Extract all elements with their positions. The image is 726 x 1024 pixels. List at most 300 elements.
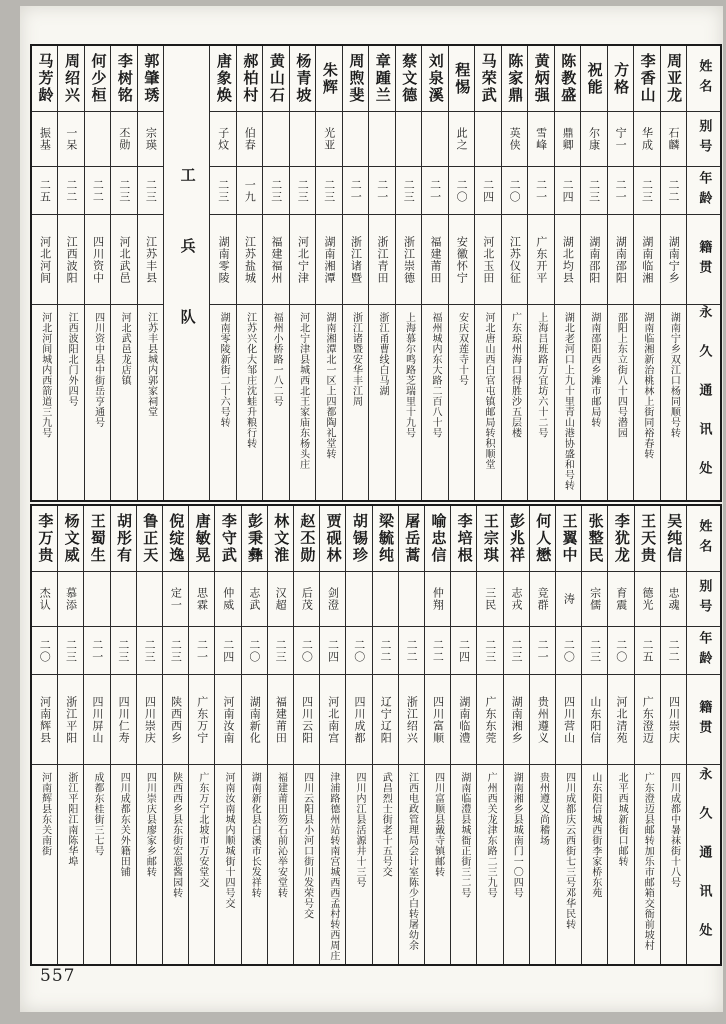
person-age-cell — [294, 627, 319, 675]
person-name-cell — [111, 46, 136, 112]
person-alias-cell — [242, 572, 267, 627]
person-address-cell — [399, 765, 424, 964]
person-age-cell — [661, 627, 686, 675]
person-address: 广州西关龙津东路二三九号 — [485, 772, 497, 898]
person-alias-cell — [343, 112, 368, 167]
person-alias: 仲威 — [221, 587, 235, 611]
person-address-cell — [58, 305, 83, 500]
person-age: 二一 — [90, 638, 104, 663]
person-age-cell — [237, 167, 262, 215]
person-column — [634, 506, 660, 964]
person-name: 彭兆祥 — [508, 513, 527, 564]
person-origin: 浙江崇德 — [402, 235, 416, 284]
person-address-cell — [320, 765, 345, 964]
person-name: 蔡文德 — [400, 53, 419, 104]
person-origin-cell — [263, 215, 288, 305]
person-age-cell — [242, 627, 267, 675]
person-address: 津浦路德州站转南宫城西西孟村转西周庄 — [327, 772, 339, 961]
person-name-cell — [290, 46, 315, 112]
person-name-cell — [502, 46, 527, 112]
person-age-cell — [475, 167, 500, 215]
person-column — [137, 46, 163, 500]
person-name: 喻忠信 — [429, 513, 448, 564]
person-alias: 宁一 — [614, 127, 628, 151]
person-origin-cell — [32, 215, 57, 305]
person-origin: 湖南邵阳 — [614, 235, 628, 284]
person-origin-cell — [346, 675, 371, 765]
person-name-cell — [294, 506, 319, 572]
person-alias-cell — [111, 112, 136, 167]
person-origin-cell — [138, 215, 163, 305]
person-name-cell — [451, 506, 476, 572]
person-address: 福州小桥路一八二号 — [271, 312, 283, 407]
person-address-cell — [290, 305, 315, 500]
person-age: 二三 — [483, 638, 497, 663]
page-number: 557 — [40, 966, 76, 986]
person-age-cell — [635, 627, 660, 675]
person-age: 二三 — [269, 178, 283, 203]
person-origin-cell — [635, 675, 660, 765]
person-alias: 尔康 — [587, 127, 601, 151]
person-age-cell — [58, 167, 83, 215]
unit-divider-label: 工兵队 — [178, 166, 197, 380]
person-address: 河北唐山西白官屯镇邮局转积顺堂 — [482, 312, 494, 470]
person-origin: 湖南临湘 — [640, 235, 654, 284]
person-name-cell — [504, 506, 529, 572]
person-age: 二二 — [431, 638, 445, 663]
person-age: 二四 — [326, 638, 340, 663]
person-age: 二四 — [561, 178, 575, 203]
person-address: 浙江甬曹线白马湖 — [377, 312, 389, 396]
person-alias-cell — [263, 112, 288, 167]
person-age-cell — [449, 167, 474, 215]
person-name-cell — [215, 506, 240, 572]
person-name-cell — [189, 506, 214, 572]
person-address: 河北河间城内西箭道三九号 — [39, 312, 51, 438]
person-name-cell — [58, 46, 83, 112]
person-name-cell — [346, 506, 371, 572]
person-column — [345, 506, 371, 964]
person-address: 山东阳信城西街李家桥东苑 — [589, 772, 601, 898]
person-alias-cell — [320, 572, 345, 627]
person-address: 湖南临澧县城衙正街三二号 — [458, 772, 470, 898]
person-alias: 德光 — [640, 587, 654, 611]
person-name-cell — [635, 506, 660, 572]
person-address-cell — [85, 305, 110, 500]
person-origin-cell — [215, 675, 240, 765]
person-name: 倪绽逸 — [167, 513, 186, 564]
person-origin: 福建福州 — [270, 235, 284, 284]
person-address-cell — [137, 765, 162, 964]
person-age-cell — [582, 627, 607, 675]
person-age-cell — [422, 167, 447, 215]
person-name: 林文淮 — [272, 513, 291, 564]
person-age: 二一 — [195, 638, 209, 663]
person-alias: 忠魂 — [667, 587, 681, 611]
person-name: 李树铭 — [115, 53, 134, 104]
person-origin-cell — [582, 675, 607, 765]
person-origin: 河北宁津 — [296, 235, 310, 284]
person-age-cell — [32, 627, 57, 675]
header-alias-cell — [687, 112, 720, 167]
person-address-cell — [268, 765, 293, 964]
person-name-cell — [237, 46, 262, 112]
person-alias-cell — [111, 572, 136, 627]
person-age-cell — [425, 627, 450, 675]
person-address-cell — [504, 765, 529, 964]
person-alias: 一呆 — [64, 127, 78, 151]
person-origin: 河北武邑 — [118, 235, 132, 284]
person-column — [607, 506, 633, 964]
person-column — [293, 506, 319, 964]
person-age-cell — [263, 167, 288, 215]
person-name-cell — [661, 506, 686, 572]
person-origin-cell — [556, 675, 581, 765]
person-age: 二三 — [296, 178, 310, 203]
person-age: 二三 — [144, 178, 158, 203]
person-address-cell — [58, 765, 83, 964]
person-address: 北平西城新街口邮转 — [616, 772, 628, 867]
person-column — [527, 46, 553, 500]
person-age-cell — [215, 627, 240, 675]
person-age: 二〇 — [300, 638, 314, 663]
person-alias-cell — [85, 112, 110, 167]
header-label-address: 永久通讯处 — [696, 767, 712, 962]
person-address: 广东琼州海口得胜沙五层楼 — [509, 312, 521, 438]
person-column — [372, 506, 398, 964]
person-origin-cell — [555, 215, 580, 305]
person-column — [289, 46, 315, 500]
person-origin-cell — [451, 675, 476, 765]
person-name: 何人懋 — [534, 513, 553, 564]
person-alias-cell — [32, 112, 57, 167]
person-address: 上海吕班路万宜坊六十二号 — [535, 312, 547, 438]
person-age: 二〇 — [38, 638, 52, 663]
person-age: 二三 — [322, 178, 336, 203]
person-address-cell — [475, 305, 500, 500]
person-address: 成都东桂街三七号 — [92, 772, 104, 856]
header-name-cell — [687, 506, 720, 572]
person-address-cell — [608, 765, 633, 964]
person-column — [32, 506, 57, 964]
person-age-cell — [581, 167, 606, 215]
person-name: 李犹龙 — [612, 513, 631, 564]
person-name-cell — [608, 46, 633, 112]
person-origin: 广东万宁 — [195, 695, 209, 744]
person-origin: 江苏丰县 — [144, 235, 158, 284]
person-column — [395, 46, 421, 500]
unit-divider-column — [163, 46, 209, 500]
person-column — [503, 506, 529, 964]
person-column — [262, 46, 288, 500]
person-address: 上海慕尔鸣路芝瑞里十九号 — [403, 312, 415, 438]
person-address-cell — [425, 765, 450, 964]
person-address-cell — [582, 765, 607, 964]
person-name: 陈教盛 — [559, 53, 578, 104]
person-alias-cell — [555, 112, 580, 167]
person-alias-cell — [84, 572, 109, 627]
person-origin: 湖南新化 — [248, 695, 262, 744]
person-address: 浙江平阳江南陈华埠 — [65, 772, 77, 867]
person-alias: 志戎 — [509, 587, 523, 611]
person-origin: 湖南湘乡 — [510, 695, 524, 744]
person-alias-cell — [451, 572, 476, 627]
person-address: 四川成都东关外籍田铺 — [118, 772, 130, 877]
person-alias-cell — [634, 112, 659, 167]
person-column — [660, 46, 686, 500]
person-age-cell — [189, 627, 214, 675]
person-name-cell — [425, 506, 450, 572]
person-alias: 光亚 — [322, 127, 336, 151]
person-address-cell — [346, 765, 371, 964]
person-address: 湖南临湘新治桃林上街同裕春转 — [641, 312, 653, 459]
person-address: 广东万宁北坡市万安堂交 — [196, 772, 208, 888]
person-address: 四川成都中暑袜街十八号 — [668, 772, 680, 888]
person-alias: 华成 — [640, 127, 654, 151]
person-name: 李守武 — [219, 513, 238, 564]
person-name: 周亚龙 — [665, 53, 684, 104]
person-age: 二三 — [116, 638, 130, 663]
person-age: 二〇 — [247, 638, 261, 663]
person-address-cell — [294, 765, 319, 964]
person-origin-cell — [369, 215, 394, 305]
person-age: 二二 — [405, 638, 419, 663]
person-column — [342, 46, 368, 500]
person-name-cell — [399, 506, 424, 572]
person-origin: 福建莆田 — [274, 695, 288, 744]
person-origin-cell — [237, 215, 262, 305]
person-address: 福州城内东大路二百八十号 — [429, 312, 441, 438]
person-origin: 四川营山 — [562, 695, 576, 744]
person-origin-cell — [84, 675, 109, 765]
person-name-cell — [320, 506, 345, 572]
person-address-cell — [189, 765, 214, 964]
header-label-alias: 别号 — [696, 579, 712, 619]
person-age: 二三 — [169, 638, 183, 663]
person-origin-cell — [661, 675, 686, 765]
person-origin: 福建莆田 — [428, 235, 442, 284]
person-name-cell — [32, 46, 57, 112]
person-age: 一九 — [243, 178, 257, 203]
person-name-cell — [163, 506, 188, 572]
person-name: 赵丕勋 — [298, 513, 317, 564]
person-name-cell — [661, 46, 686, 112]
person-name: 郝柏村 — [241, 53, 260, 104]
person-origin-cell — [294, 675, 319, 765]
person-origin-cell — [399, 675, 424, 765]
person-origin-cell — [111, 675, 136, 765]
person-alias: 宗儒 — [588, 587, 602, 611]
person-origin-cell — [528, 215, 553, 305]
person-origin: 河北玉田 — [481, 235, 495, 284]
person-age-cell — [608, 627, 633, 675]
person-address: 河南辉县东关南街 — [39, 772, 51, 856]
person-age-cell — [530, 627, 555, 675]
person-address-cell — [138, 305, 163, 500]
person-origin-cell — [475, 215, 500, 305]
header-column — [686, 46, 720, 500]
person-alias: 后茂 — [300, 587, 314, 611]
person-address-cell — [163, 765, 188, 964]
person-alias-cell — [137, 572, 162, 627]
person-age-cell — [373, 627, 398, 675]
person-origin-cell — [422, 215, 447, 305]
person-column — [214, 506, 240, 964]
person-age: 二三 — [117, 178, 131, 203]
person-origin: 辽宁辽阳 — [379, 695, 393, 744]
person-column — [319, 506, 345, 964]
header-label-address: 永久通讯处 — [696, 305, 712, 500]
person-origin: 江苏仪征 — [508, 235, 522, 284]
roster-table-top — [30, 44, 722, 502]
person-alias: 仲翔 — [431, 587, 445, 611]
header-name-cell — [687, 46, 720, 112]
person-alias: 竞群 — [536, 587, 550, 611]
person-age: 二五 — [38, 178, 52, 203]
person-name-cell — [343, 46, 368, 112]
person-name: 方格 — [612, 61, 631, 96]
header-label-name: 姓名 — [696, 518, 712, 559]
person-origin: 浙江青田 — [375, 235, 389, 284]
header-column — [686, 506, 720, 964]
person-age-cell — [290, 167, 315, 215]
header-age-cell — [687, 627, 720, 675]
person-origin: 河北河间 — [38, 235, 52, 284]
person-name: 屠岳蒿 — [403, 513, 422, 564]
person-address-cell — [451, 765, 476, 964]
scanned-sheet — [20, 6, 723, 1012]
person-origin: 广东澄迈 — [641, 695, 655, 744]
person-column — [581, 506, 607, 964]
person-address-cell — [343, 305, 368, 500]
person-column — [633, 46, 659, 500]
person-alias-cell — [373, 572, 398, 627]
person-origin-cell — [373, 675, 398, 765]
person-alias: 此之 — [455, 127, 469, 151]
person-origin-cell — [504, 675, 529, 765]
person-age-cell — [477, 627, 502, 675]
person-column — [267, 506, 293, 964]
person-address-cell — [528, 305, 553, 500]
person-age-cell — [399, 627, 424, 675]
person-address: 四川资中县中街岳亨通号 — [92, 312, 104, 428]
person-age-cell — [369, 167, 394, 215]
person-name-cell — [263, 46, 288, 112]
person-column — [57, 46, 83, 500]
person-age-cell — [555, 167, 580, 215]
person-name: 刘泉溪 — [426, 53, 445, 104]
person-name-cell — [316, 46, 341, 112]
person-age: 二三 — [640, 178, 654, 203]
person-address: 湖南宁乡双江口杨同顺号转 — [668, 312, 680, 438]
person-address: 四川云阳县小河口街川发荣号交 — [301, 772, 313, 919]
person-age: 二三 — [64, 638, 78, 663]
person-age: 二五 — [640, 638, 654, 663]
person-age: 二二 — [64, 178, 78, 203]
header-label-alias: 别号 — [696, 119, 712, 159]
person-name: 李培根 — [455, 513, 474, 564]
person-column — [136, 506, 162, 964]
person-age: 二一 — [534, 178, 548, 203]
person-origin: 湖北均县 — [561, 235, 575, 284]
person-age-cell — [138, 167, 163, 215]
person-address-cell — [581, 305, 606, 500]
person-name: 唐象焕 — [214, 53, 233, 104]
person-age-cell — [451, 627, 476, 675]
person-age: 二四 — [221, 638, 235, 663]
person-origin: 湖南零陵 — [217, 235, 231, 284]
person-alias-cell — [661, 112, 686, 167]
person-name: 马芳龄 — [36, 53, 55, 104]
person-origin-cell — [268, 675, 293, 765]
person-age-cell — [316, 167, 341, 215]
person-origin-cell — [290, 215, 315, 305]
person-alias-cell — [608, 112, 633, 167]
person-address: 湖南湘乡县城南门一〇四号 — [511, 772, 523, 898]
person-alias: 志武 — [247, 587, 261, 611]
person-address-cell — [32, 765, 57, 964]
person-age-cell — [58, 627, 83, 675]
person-alias-cell — [32, 572, 57, 627]
person-name-cell — [373, 506, 398, 572]
header-label-age: 年龄 — [696, 630, 712, 671]
person-address-cell — [263, 305, 288, 500]
person-name-cell — [242, 506, 267, 572]
person-column — [32, 46, 57, 500]
person-name-cell — [369, 46, 394, 112]
person-name: 李香山 — [638, 53, 657, 104]
person-alias: 汉超 — [274, 587, 288, 611]
person-alias: 三民 — [483, 587, 497, 611]
person-address: 陕西西乡县东街宏恩酱园转 — [170, 772, 182, 898]
person-age: 二三 — [509, 638, 523, 663]
person-origin-cell — [530, 675, 555, 765]
person-origin-cell — [58, 675, 83, 765]
person-age-cell — [111, 627, 136, 675]
person-age: 二一 — [536, 638, 550, 663]
person-name: 鲁正天 — [141, 513, 160, 564]
person-origin: 四川云阳 — [300, 695, 314, 744]
person-name: 贾砚林 — [324, 513, 343, 564]
person-alias-cell — [369, 112, 394, 167]
person-alias-cell — [346, 572, 371, 627]
person-alias-cell — [635, 572, 660, 627]
person-alias-cell — [475, 112, 500, 167]
person-origin: 湖南邵阳 — [587, 235, 601, 284]
person-age-cell — [343, 167, 368, 215]
person-column — [84, 46, 110, 500]
person-name: 周绍兴 — [62, 53, 81, 104]
person-age: 二〇 — [562, 638, 576, 663]
person-name-cell — [477, 506, 502, 572]
person-column — [241, 506, 267, 964]
person-address-cell — [502, 305, 527, 500]
person-column — [315, 46, 341, 500]
person-name-cell — [58, 506, 83, 572]
person-address: 安庆双莲寺十号 — [456, 312, 468, 386]
person-alias-cell — [138, 112, 163, 167]
person-column — [424, 506, 450, 964]
person-column — [476, 506, 502, 964]
person-address-cell — [530, 765, 555, 964]
person-alias-cell — [58, 572, 83, 627]
person-column — [580, 46, 606, 500]
person-name-cell — [475, 46, 500, 112]
person-age: 二一 — [375, 178, 389, 203]
person-column — [501, 46, 527, 500]
person-origin-cell — [477, 675, 502, 765]
person-origin: 江苏盐城 — [243, 235, 257, 284]
